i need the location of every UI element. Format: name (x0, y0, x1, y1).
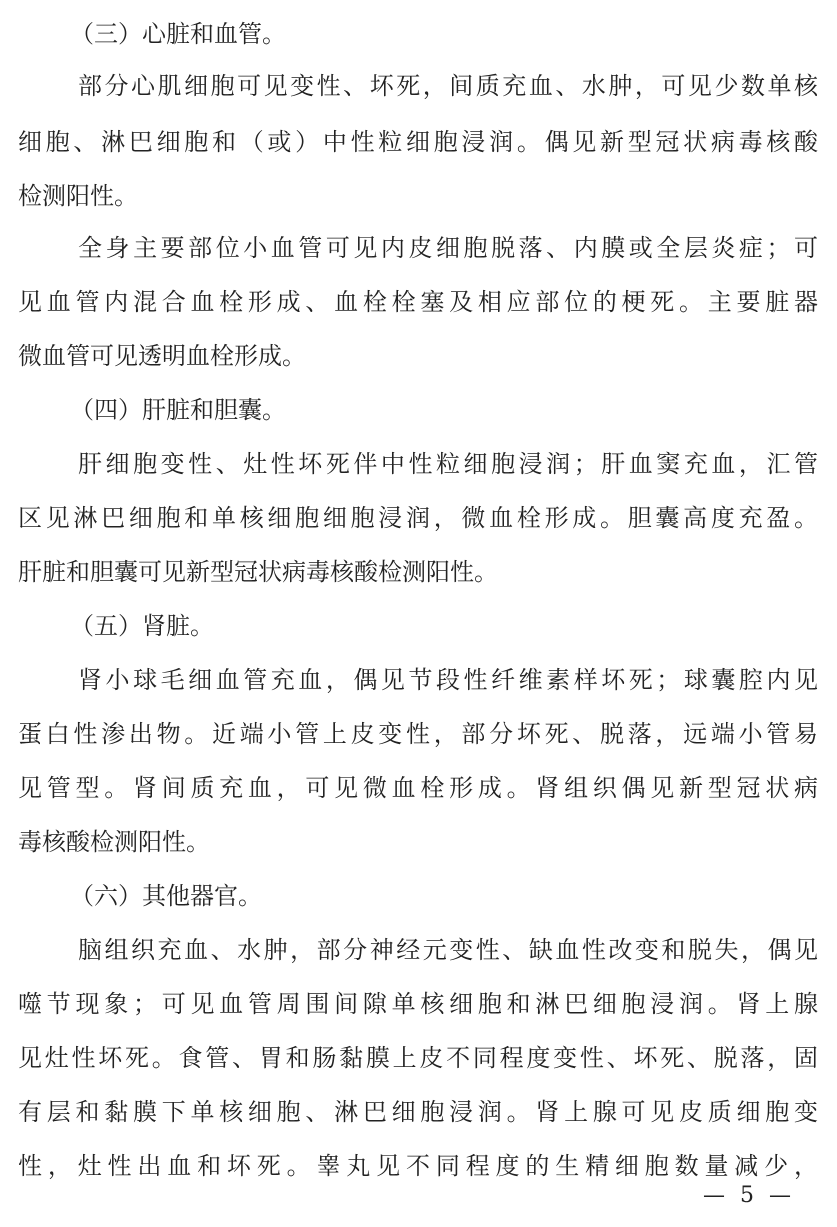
paragraph-line: 部分心肌细胞可见变性、坏死，间质充血、水肿，可见少数单核 (78, 72, 818, 100)
paragraph-line: 噬节现象；可见血管周围间隙单核细胞和淋巴细胞浸润。肾上腺 (18, 990, 818, 1018)
paragraph-line: 全身主要部位小血管可见内皮细胞脱落、内膜或全层炎症；可 (78, 234, 818, 262)
paragraph-line: 区见淋巴细胞和单核细胞细胞浸润，微血栓形成。胆囊高度充盈。 (18, 504, 818, 532)
section-heading-liver-gallbladder: （四）肝脏和胆囊。 (70, 396, 286, 424)
paragraph-line: 脑组织充血、水肿，部分神经元变性、缺血性改变和脱失，偶见 (78, 936, 818, 964)
paragraph-line: 见管型。肾间质充血，可见微血栓形成。肾组织偶见新型冠状病 (18, 774, 818, 802)
paragraph-line: 肝细胞变性、灶性坏死伴中性粒细胞浸润；肝血窦充血，汇管 (78, 450, 818, 478)
paragraph-line: 肝脏和胆囊可见新型冠状病毒核酸检测阳性。 (18, 558, 498, 586)
page-number: — 5 — (703, 1183, 795, 1208)
paragraph-line: 毒核酸检测阳性。 (18, 828, 210, 856)
paragraph-line: 有层和黏膜下单核细胞、淋巴细胞浸润。肾上腺可见皮质细胞变 (18, 1098, 818, 1126)
section-heading-other-organs: （六）其他器官。 (70, 882, 262, 910)
paragraph-line: 见血管内混合血栓形成、血栓栓塞及相应部位的梗死。主要脏器 (18, 288, 818, 316)
paragraph-line: 蛋白性渗出物。近端小管上皮变性，部分坏死、脱落，远端小管易 (18, 720, 818, 748)
paragraph-line: 见灶性坏死。食管、胃和肠黏膜上皮不同程度变性、坏死、脱落，固 (18, 1044, 818, 1072)
paragraph-line: 细胞、淋巴细胞和（或）中性粒细胞浸润。偶见新型冠状病毒核酸 (18, 128, 818, 156)
section-heading-kidney: （五）肾脏。 (70, 612, 214, 640)
paragraph-line: 肾小球毛细血管充血，偶见节段性纤维素样坏死；球囊腔内见 (78, 666, 818, 694)
section-heading-heart-vessels: （三）心脏和血管。 (70, 20, 286, 48)
paragraph-line: 性，灶性出血和坏死。睾丸见不同程度的生精细胞数量减少， (18, 1152, 818, 1180)
paragraph-line: 检测阳性。 (18, 182, 138, 210)
paragraph-line: 微血管可见透明血栓形成。 (18, 342, 306, 370)
